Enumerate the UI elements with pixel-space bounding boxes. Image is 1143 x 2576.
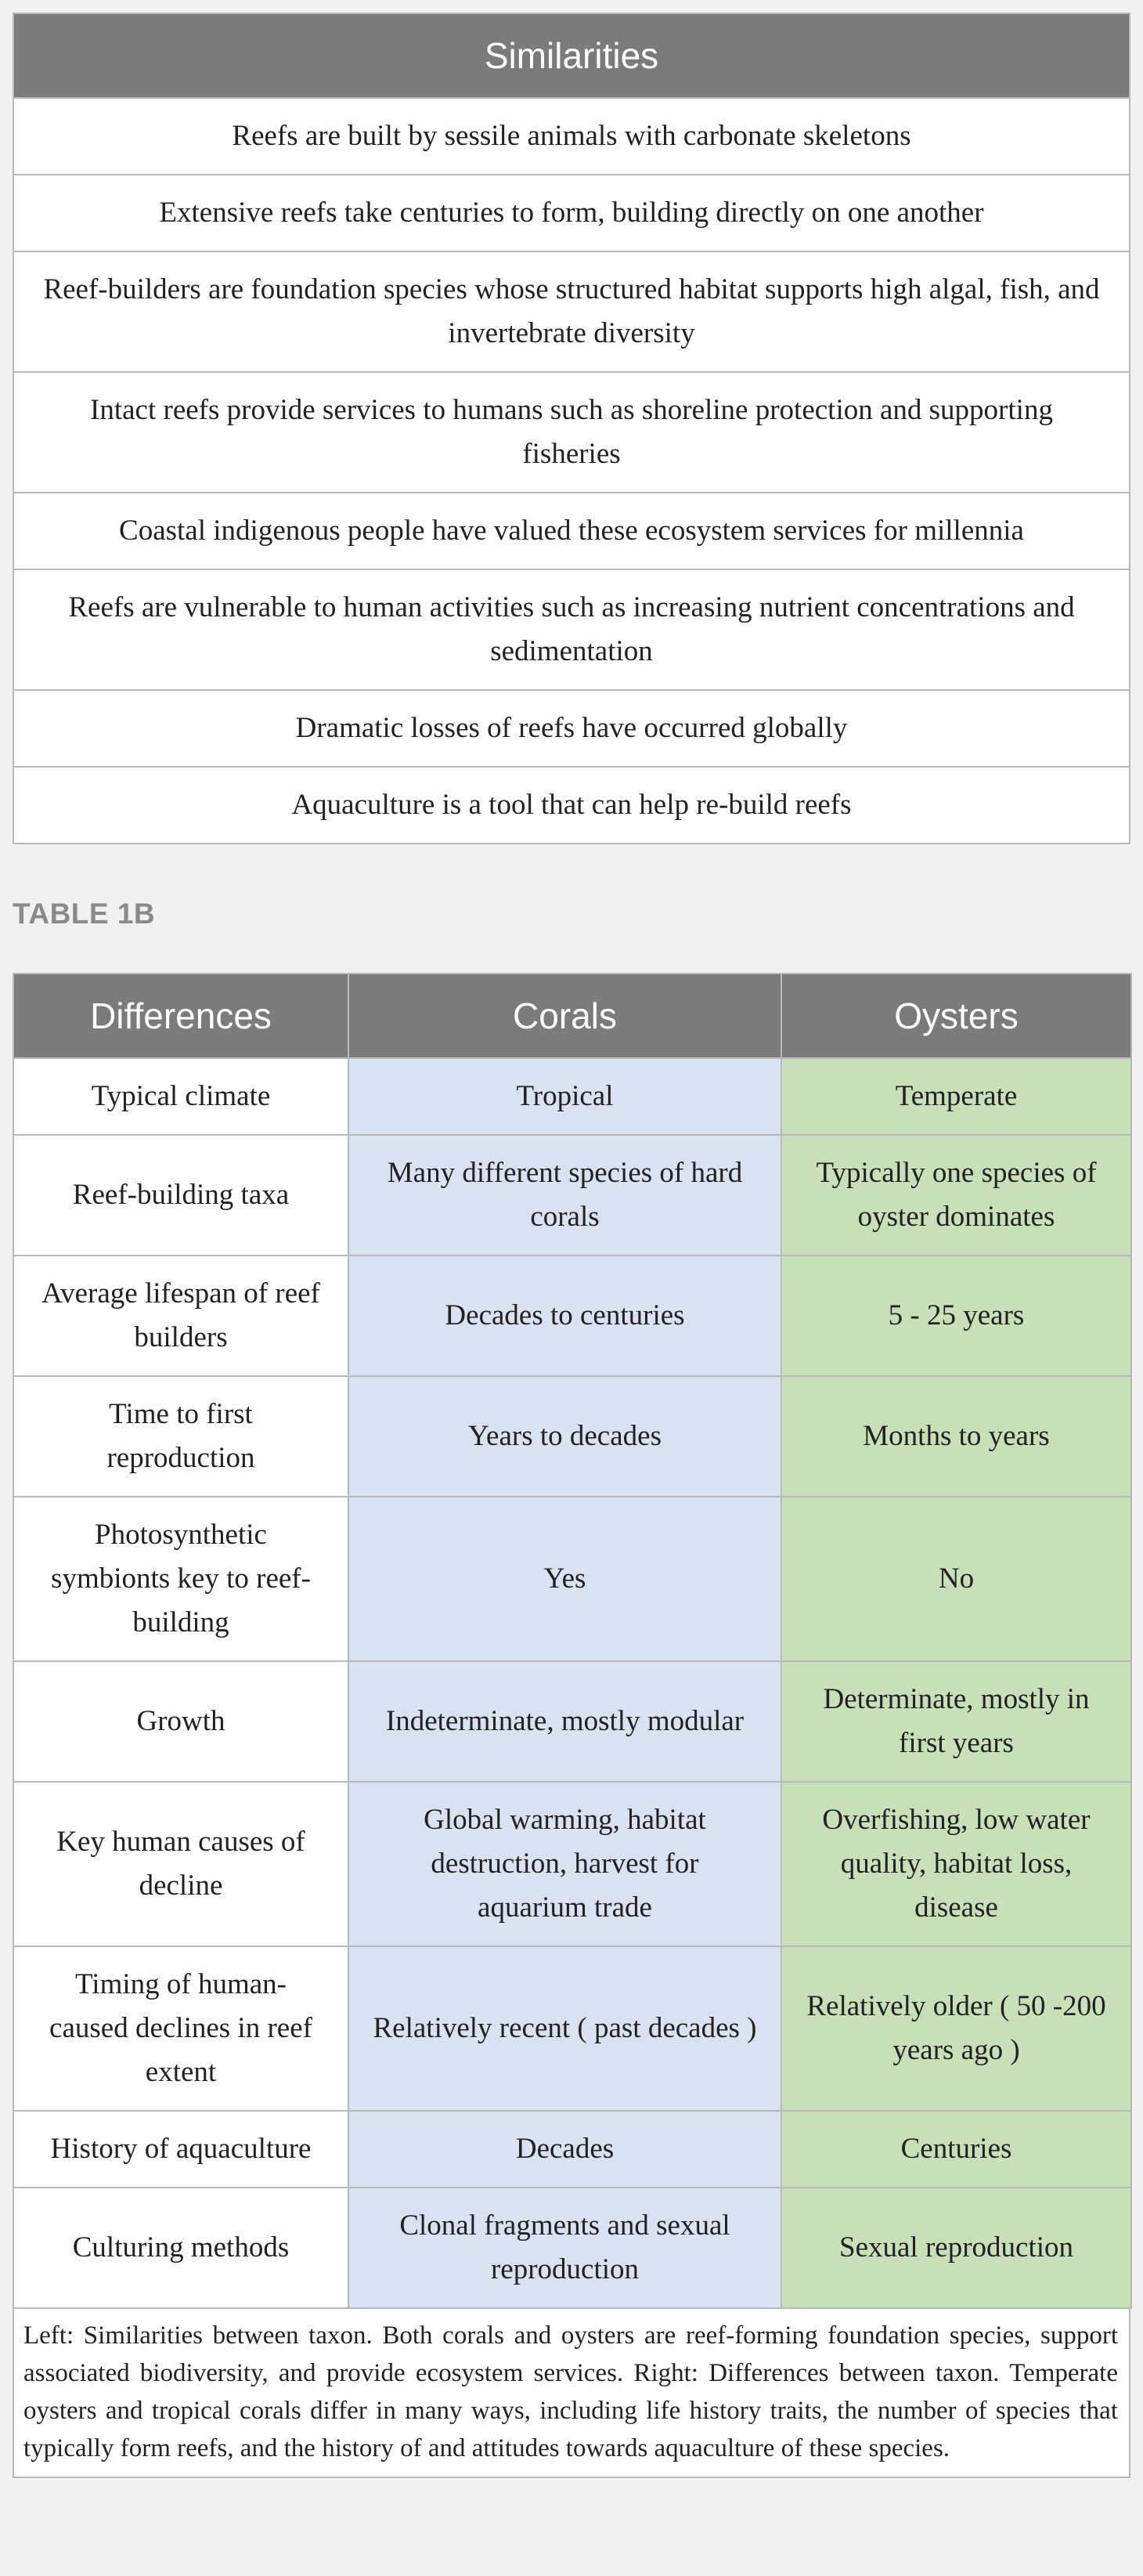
similarity-row: Aquaculture is a tool that can help re-build reefs	[13, 767, 1130, 844]
corals-cell: Decades	[348, 2111, 781, 2188]
row-label: Time to first reproduction	[13, 1376, 348, 1497]
corals-header: Corals	[348, 974, 781, 1058]
table-row	[13, 2111, 1131, 2188]
similarities-table	[13, 13, 1130, 844]
row-label: Growth	[13, 1661, 348, 1782]
similarity-row: Dramatic losses of reefs have occurred globally	[13, 690, 1130, 767]
similarity-row: Coastal indigenous people have valued these ecosystem services for millennia	[13, 493, 1130, 569]
similarities-header: Similarities	[13, 13, 1130, 98]
corals-cell: Clonal fragments and sexual reproduction	[348, 2188, 781, 2308]
corals-cell: Years to decades	[348, 1376, 781, 1497]
row-label: History of aquaculture	[13, 2111, 348, 2188]
corals-cell: Many different species of hard corals	[348, 1135, 781, 1255]
oysters-header: Oysters	[781, 974, 1131, 1058]
table-row	[13, 1255, 1131, 1376]
table-1b-label: TABLE 1B	[13, 898, 156, 930]
similarity-row: Intact reefs provide services to humans such as shoreline protection and supporting fisheries	[13, 372, 1130, 493]
oysters-cell: 5 - 25 years	[781, 1255, 1131, 1376]
row-label: Average lifespan of reef builders	[13, 1255, 348, 1376]
table-row	[13, 1135, 1131, 1255]
table-row	[13, 1376, 1131, 1497]
row-label: Photosynthetic symbionts key to reef-building	[13, 1497, 348, 1661]
corals-cell: Decades to centuries	[348, 1255, 781, 1376]
row-label: Reef-building taxa	[13, 1135, 348, 1255]
oysters-cell: Centuries	[781, 2111, 1131, 2188]
oysters-cell: Sexual reproduction	[781, 2188, 1131, 2308]
corals-cell: Global warming, habitat destruction, harvest for aquarium trade	[348, 1782, 781, 1946]
table-row	[13, 1782, 1131, 1946]
table-row	[13, 1661, 1131, 1782]
similarity-row: Reefs are built by sessile animals with carbonate skeletons	[13, 98, 1130, 175]
oysters-cell: Determinate, mostly in first years	[781, 1661, 1131, 1782]
table-caption: Left: Similarities between taxon. Both corals and oysters are reef-forming foundation species, support associated biodiversity, and provide ecosystem services. Right: Differences between taxon. Temperate oysters and tropical corals differ in many ways, including life history traits, the number of species that typically form reefs, and the history of and attitudes towards aquaculture of these species.	[13, 2309, 1130, 2478]
row-label: Culturing methods	[13, 2188, 348, 2308]
oysters-cell: Relatively older ( 50 -200 years ago )	[781, 1946, 1131, 2111]
similarity-row: Reefs are vulnerable to human activities such as increasing nutrient concentrations and sedimentation	[13, 569, 1130, 690]
row-label: Key human causes of decline	[13, 1782, 348, 1946]
differences-table	[13, 973, 1132, 2309]
similarity-row: Extensive reefs take centuries to form, building directly on one another	[13, 175, 1130, 251]
oysters-cell: Typically one species of oyster dominates	[781, 1135, 1131, 1255]
corals-cell: Tropical	[348, 1058, 781, 1135]
oysters-cell: No	[781, 1497, 1131, 1661]
row-label: Timing of human-caused declines in reef extent	[13, 1946, 348, 2111]
similarity-row: Reef-builders are foundation species whose structured habitat supports high algal, fish, and invertebrate diversity	[13, 251, 1130, 372]
table-row	[13, 1497, 1131, 1661]
table-row	[13, 1058, 1131, 1135]
corals-cell: Indeterminate, mostly modular	[348, 1661, 781, 1782]
differences-header: Differences	[13, 974, 348, 1058]
table-row	[13, 1946, 1131, 2111]
oysters-cell: Months to years	[781, 1376, 1131, 1497]
table-container	[13, 13, 1130, 2478]
oysters-cell: Temperate	[781, 1058, 1131, 1135]
oysters-cell: Overfishing, low water quality, habitat loss, disease	[781, 1782, 1131, 1946]
row-label: Typical climate	[13, 1058, 348, 1135]
table-row	[13, 2188, 1131, 2308]
corals-cell: Yes	[348, 1497, 781, 1661]
corals-cell: Relatively recent ( past decades )	[348, 1946, 781, 2111]
